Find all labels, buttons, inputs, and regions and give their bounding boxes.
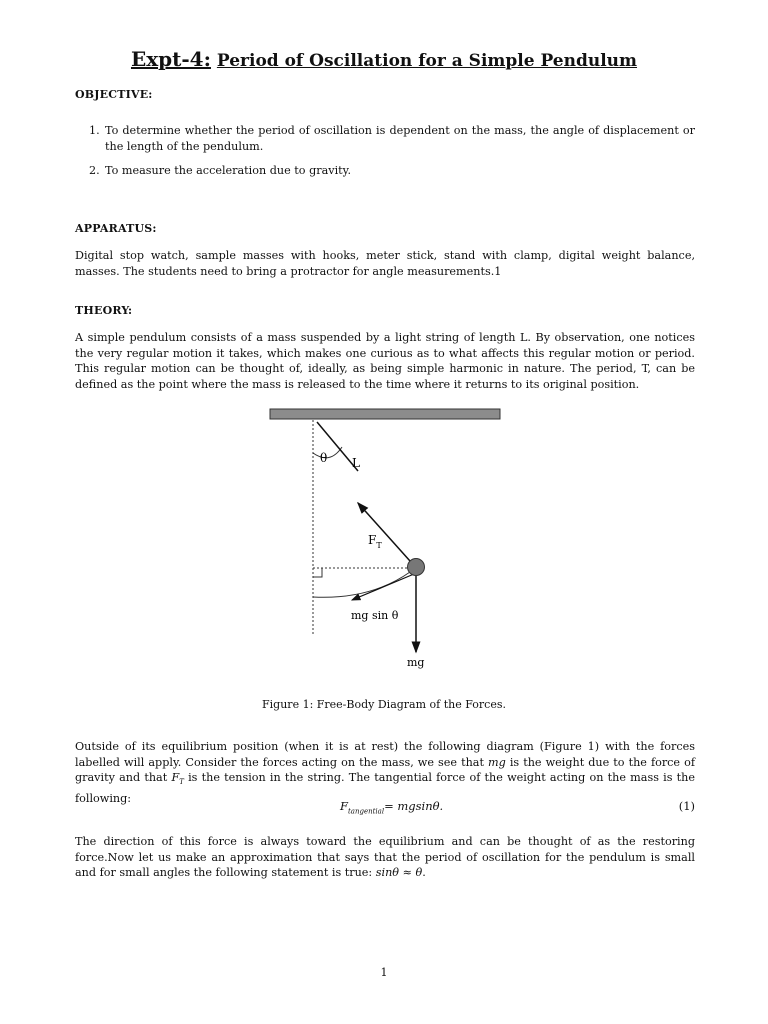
list-item-number: 1. (89, 124, 100, 137)
theory-text: A simple pendulum consists of a mass suspended by a light string of length L. By observation, one notices the very regular motion it takes, which makes one curious as to what affects this regular motion or period. This regular motion can be thought of, ideally, as being simple harmonic in nature. The period, T, can be defined as the point where the mass is released to the time where it returns to its original position. (75, 331, 695, 391)
pendulum-bob (408, 559, 425, 576)
swing-arc (313, 572, 410, 597)
equation-number: (1) (678, 799, 695, 813)
title-text: Period of Oscillation for a Simple Pendulum (216, 51, 638, 71)
list-item-text: To determine whether the period of oscillation is dependent on the mass, the angle of displacement or the length of the pendulum. (105, 124, 695, 153)
mg-sin-label: mg sin θ (351, 609, 399, 622)
mg-label: mg (407, 656, 425, 669)
tension-arrow (358, 503, 410, 561)
theta-label: θ (320, 451, 328, 465)
tension-label: $F_T$ (368, 533, 382, 550)
page-number: 1 (380, 966, 388, 979)
equation-expression: $F_{tangential}= mgsin\theta$. (340, 799, 444, 816)
forces-paragraph: Outside of its equilibrium position (when it is at rest) the following diagram (Figure 1) with the forces labelled will apply. Consider the forces acting on the mass, we see that mg is the weight due to the force of gravity and that $F_T$ is the tension in the string. The tangential force of the weight acting on the mass is the following: (75, 740, 695, 805)
apparatus-text: Digital stop watch, sample masses with hooks, meter stick, stand with clamp, digital weight balance, masses. The students need to bring a protractor for angle measurements.1 (75, 249, 695, 278)
approximation-paragraph: The direction of this force is always toward the equilibrium and can be thought of as the restoring force.Now let us make an approximation that says that the period of oscillation for the pendulum is small and for small angles the following statement is true: sinθ ≈ θ. (75, 835, 695, 879)
mg-sin-arrow (352, 574, 414, 600)
list-item-text: To measure the acceleration due to gravity. (105, 164, 352, 177)
list-item-number: 2. (89, 164, 100, 177)
ceiling-support (270, 409, 500, 419)
apparatus-heading: APPARATUS: (75, 222, 157, 235)
objective-heading: OBJECTIVE: (75, 88, 153, 101)
figure-caption: Figure 1: Free-Body Diagram of the Forces. (262, 698, 506, 711)
title-prefix: Expt-4: (130, 47, 211, 71)
length-label: L (352, 456, 360, 470)
right-angle-mark (313, 568, 322, 577)
theta-arc (313, 447, 342, 458)
theory-heading: THEORY: (75, 304, 133, 317)
